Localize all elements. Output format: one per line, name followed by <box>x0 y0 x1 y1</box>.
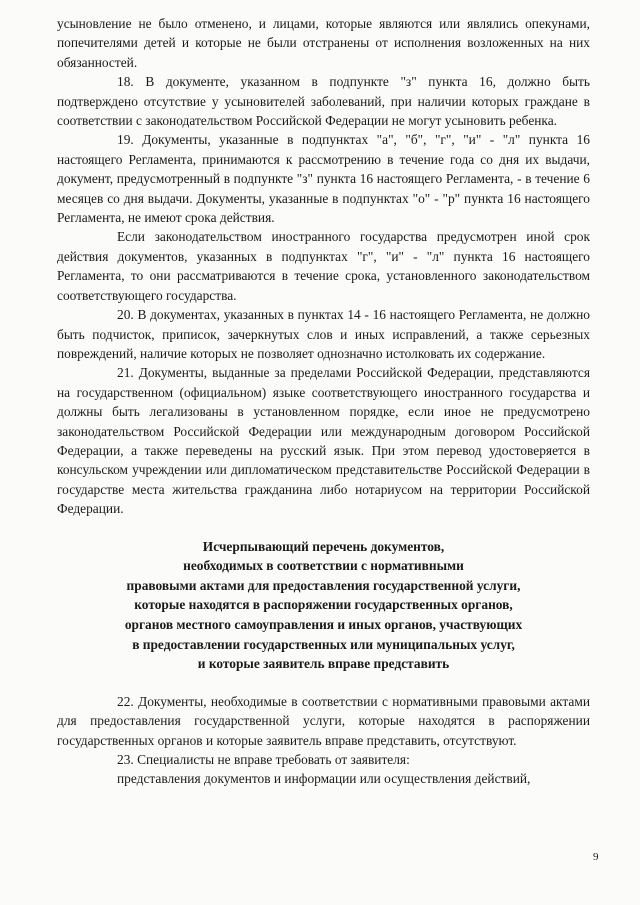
heading-line: необходимых в соответствии с нормативными <box>183 558 464 574</box>
heading-line: правовыми актами для предоставления государственной услуги, <box>126 577 521 593</box>
heading-line: в предоставлении государственных или муниципальных услуг, <box>132 636 515 652</box>
heading-line: которые находятся в распоряжении государственных органов, <box>134 597 513 613</box>
paragraph-21: 21. Документы, выданные за пределами Российской Федерации, представляются на государственном (официальном) языке соответствующего иностранного государства и должны быть легализованы в установленном порядке, если иное не предусмотрено законодательством Российской Федерации или международным договором Российской Федерации, а также переведены на русский язык. При этом перевод удостоверяется в консульском учреждении или дипломатическом представительстве Российской Федерации в государстве места жительства гражданина либо нотариусом на территории Российской Федерации. <box>57 365 590 517</box>
heading-line: и которые заявитель вправе представить <box>197 656 450 672</box>
paragraph-22: 22. Документы, необходимые в соответствии с нормативными правовыми актами для предоставления государственной услуги, которые находятся в распоряжении государственных органов и которые заявитель вправе представить, отсутствуют. <box>57 693 590 748</box>
paragraph-20: 20. В документах, указанных в пунктах 14 - 16 настоящего Регламента, не должно быть подчисток, приписок, зачеркнутых слов и иных исправлений, а также серьезных повреждений, наличие которых не позволяет однозначно истолковать их содержание. <box>57 307 590 361</box>
paragraph-19: 19. Документы, указанные в подпунктах "а", "б", "г", "и" - "л" пункта 16 настоящего Регламента, принимаются к рассмотрению в течение года со дня их выдачи, документ, предусмотренный в подпункте "з" пункта 16 настоящего Регламента, - в течение 6 месяцев со дня выдачи. Документы, указанные в подпунктах "о" - "р" пункта 16 настоящего Регламента, не имеют срока действия. <box>57 132 590 226</box>
heading-line: органов местного самоуправления и иных органов, участвующих <box>124 616 523 632</box>
section-heading <box>57 537 590 674</box>
paragraph-23: 23. Специалисты не вправе требовать от заявителя: <box>117 751 410 767</box>
paragraph-18: 18. В документе, указанном в подпункте "з" пункта 16, должно быть подтверждено отсутствие у усыновителей заболеваний, при наличии которых граждане в соответствии с законодательством Российской Федерации не могут усыновить ребенка. <box>57 74 590 129</box>
paragraph-19-foreign: Если законодательством иностранного государства предусмотрен иной срок действия документов, указанных в подпунктах "г", "и" - "л" пункта 16 настоящего Регламента, то они рассматриваются в течение срока, установленного законодательством соответствующего государства. <box>57 229 590 303</box>
heading-line: Исчерпывающий перечень документов, <box>202 538 445 554</box>
page-number: 9 <box>593 851 599 863</box>
paragraph-23-item: представления документов и информации или осуществления действий, <box>117 771 531 787</box>
paragraph-continuation: усыновление не было отменено, и лицами, которые являются или являлись опекунами, попечителями детей и которые не были отстранены от исполнения возложенных на них обязанностей. <box>57 16 590 70</box>
